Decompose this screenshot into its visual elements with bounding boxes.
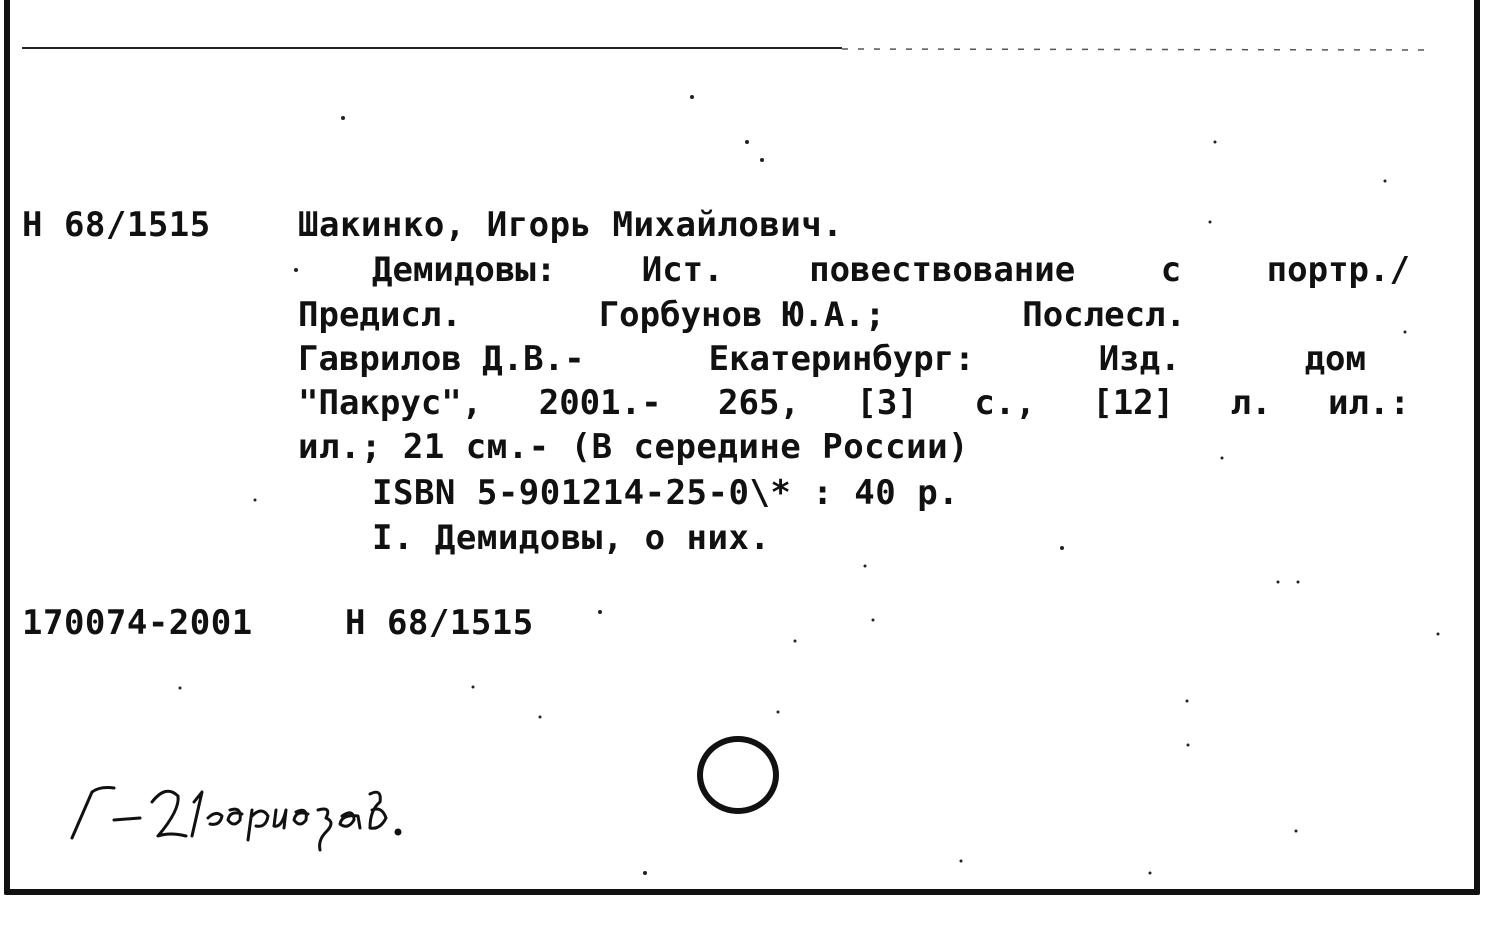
description-word: Предисл. bbox=[298, 295, 462, 335]
description-word: [12] bbox=[1092, 383, 1175, 423]
subject-heading: I. Демидовы, о них. bbox=[372, 518, 771, 558]
description-word: "Пакрус", bbox=[298, 383, 483, 423]
description-line-2 bbox=[298, 295, 1186, 335]
punch-hole bbox=[697, 736, 779, 814]
footer-shelf-mark: Н 68/1515 bbox=[345, 603, 534, 643]
description-word: портр./ bbox=[1266, 250, 1410, 290]
description-word: Демидовы: bbox=[372, 250, 557, 290]
description-word: ил.: bbox=[1328, 383, 1410, 423]
description-word: Ист. bbox=[641, 250, 724, 290]
description-line-4 bbox=[298, 383, 1410, 423]
description-word: Екатеринбург: bbox=[708, 339, 975, 379]
description-line-3 bbox=[298, 339, 1366, 379]
description-line-1 bbox=[372, 250, 1410, 290]
description-line-5: ил.; 21 см.- (В середине России) bbox=[298, 427, 970, 467]
description-word: Гаврилов Д.В.- bbox=[298, 339, 585, 379]
description-word: Изд. bbox=[1098, 339, 1181, 379]
description-word: с bbox=[1160, 250, 1182, 290]
description-word: л. bbox=[1230, 383, 1272, 423]
description-word: повествование bbox=[809, 250, 1076, 290]
description-word: Послесл. bbox=[1022, 295, 1186, 335]
description-word: дом bbox=[1304, 339, 1366, 379]
isbn-line: ISBN 5-901214-25-0\* : 40 р. bbox=[372, 473, 960, 513]
handwritten-note bbox=[70, 770, 540, 864]
description-word: с., bbox=[974, 383, 1036, 423]
top-rule bbox=[22, 46, 1432, 49]
description-word: Горбунов Ю.А.; bbox=[598, 295, 886, 335]
shelf-mark: Н 68/1515 bbox=[22, 205, 211, 245]
description-word: 265, bbox=[718, 383, 800, 423]
inventory-number: 170074-2001 bbox=[22, 603, 253, 643]
author-heading: Шакинко, Игорь Михайлович. bbox=[298, 205, 844, 245]
description-word: 2001.- bbox=[538, 383, 662, 423]
description-word: [3] bbox=[856, 383, 918, 423]
